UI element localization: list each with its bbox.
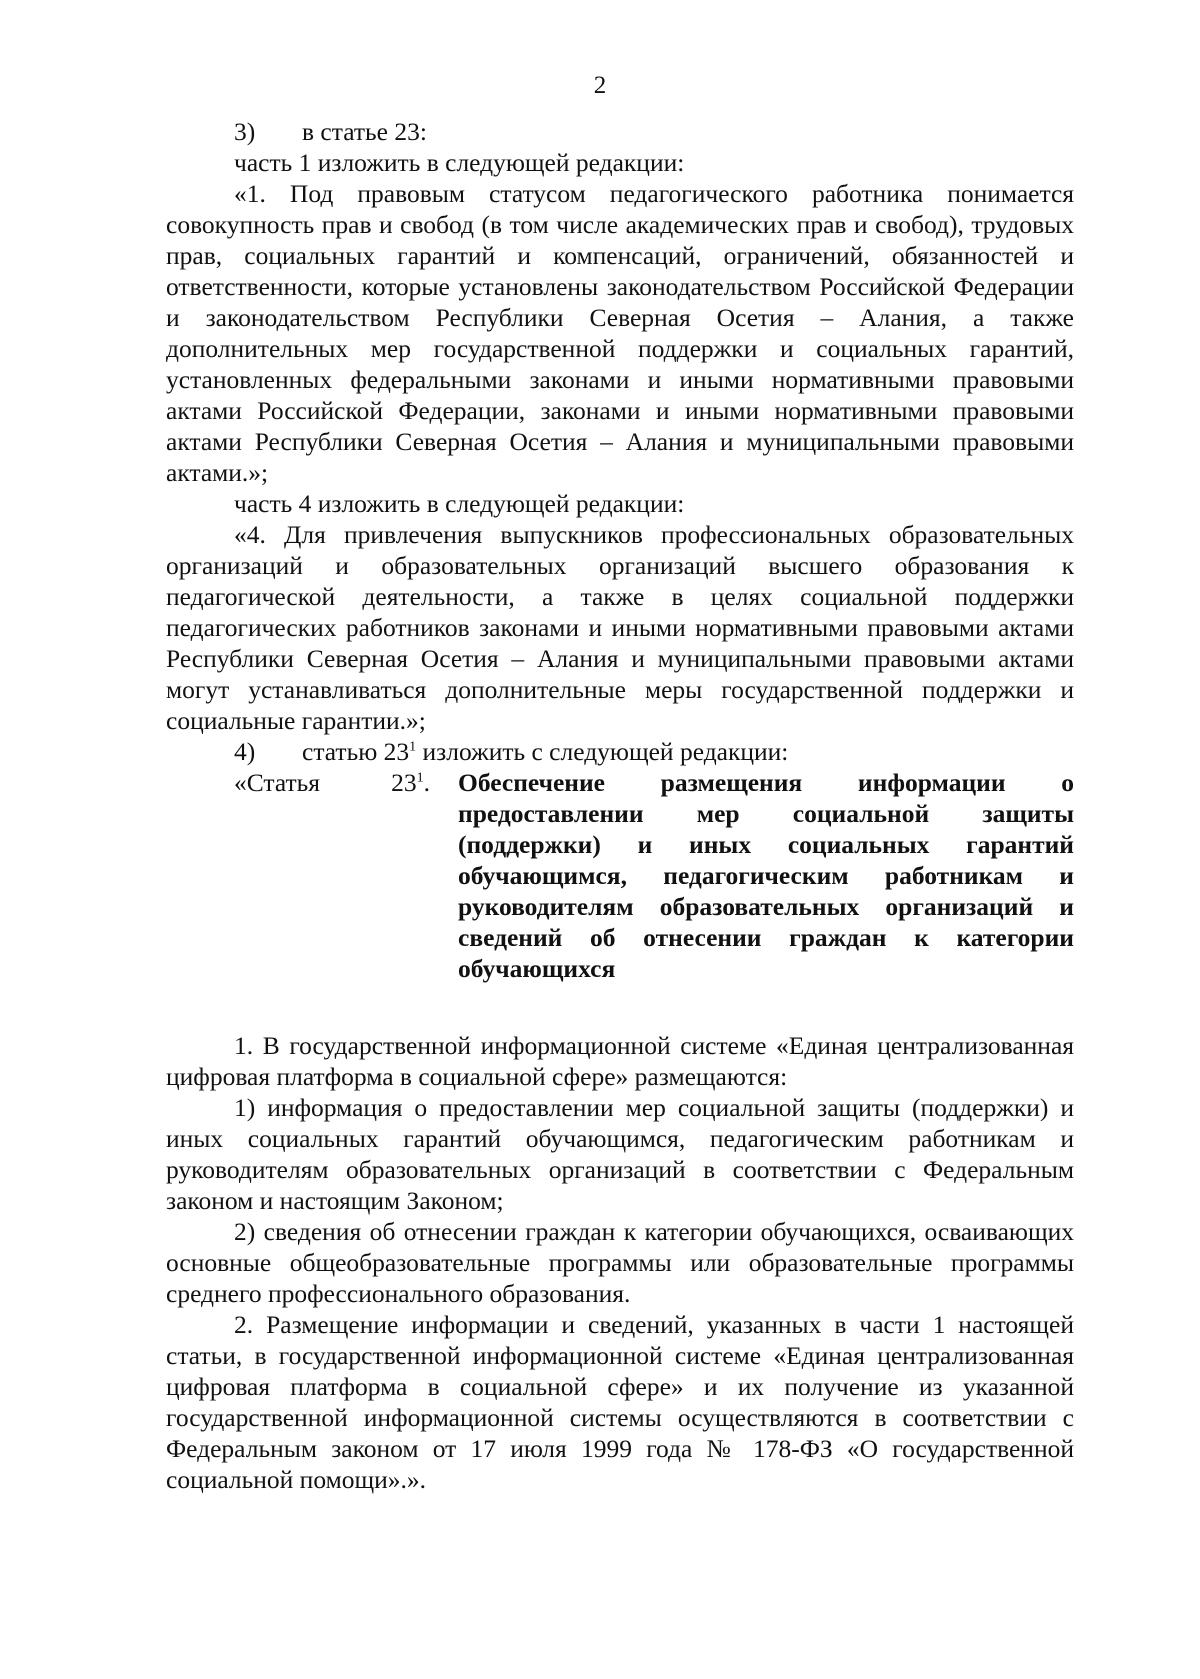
part1-text: «1. Под правовым статусом педагогического работника понимается совокупность прав и свобод (в том числе академических прав и свобод), трудовых прав, социальных гарантий и компенсаций, ограничений, обязанностей и ответственности, которые установлены законодательством Российской Федерации и законодательством Республики Северная Осетия – Алания, а также дополнительных мер государственной поддержки и социальных гарантий, установленных федеральными законами и иными нормативными правовыми актами Российской Федерации, законами и иными нормативными правовыми актами Республики Северная Осетия – Алания и муниципальными правовыми актами.»; [166, 179, 1074, 487]
clause-1: 1. В государственной информационной системе «Единая централизованная цифровая платформа в социальной сфере» размещаются: [166, 1031, 1074, 1091]
article-word: «Статья [234, 768, 321, 797]
item-4 [166, 736, 1074, 767]
article-heading: Обеспечение размещения информации о предоставлении мер социальной защиты (поддержки) и иных социальных гарантий обучающимся, педагогическим работникам и руководителям образовательных организаций и сведений об отнесении граждан к категории обучающихся [458, 768, 1074, 983]
item-4-text [302, 736, 788, 767]
item-3 [166, 116, 1074, 147]
clause-1-item-1: 1) информация о предоставлении мер социальной защиты (поддержки) и иных социальных гарантий обучающимся, педагогическим работникам и руководителям образовательных организаций в соответствии с Федеральным законом и настоящим Законом; [166, 1093, 1074, 1215]
item-4-text-post: изложить с следующей редакции: [416, 737, 789, 766]
clause-1-item-2: 2) сведения об отнесении граждан к категории обучающихся, осваивающих основные общеобразовательные программы или образовательные программы среднего профессионального образования. [166, 1217, 1074, 1308]
document-body [166, 116, 1074, 1495]
spacer [166, 984, 1074, 1030]
article-label [166, 767, 458, 984]
article-header [166, 767, 1074, 984]
item-3-number: 3) [234, 117, 256, 146]
page-number: 2 [593, 72, 607, 99]
item-4-text-pre: статью 23 [302, 737, 410, 766]
part1-intro: часть 1 изложить в следующей редакции: [234, 148, 685, 177]
part4-text: «4. Для привлечения выпускников профессиональных образовательных организаций и образовательных организаций высшего образования к педагогической деятельности, а также в целях социальной поддержки педагогических работников законами и иными нормативными правовыми актами Республики Северная Осетия – Алания и муниципальными правовыми актами могут устанавливаться дополнительные меры государственной поддержки и социальные гарантии.»; [166, 520, 1074, 735]
item-4-number: 4) [234, 737, 256, 766]
part4-intro: часть 4 изложить в следующей редакции: [234, 489, 685, 518]
item-3-text: в статье 23: [302, 117, 427, 146]
article-number: $23^1$. [391, 768, 430, 797]
item-4-superscript: 1 [409, 739, 417, 755]
clause-2: 2. Размещение информации и сведений, указанных в части 1 настоящей статьи, в государственной информационной системе «Единая централизованная цифровая платформа в социальной сфере» и их получение из указанной государственной информационной системы осуществляются в соответствии с Федеральным законом от 17 июля 1999 года № 178-ФЗ «О государственной социальной помощи».». [166, 1310, 1074, 1494]
